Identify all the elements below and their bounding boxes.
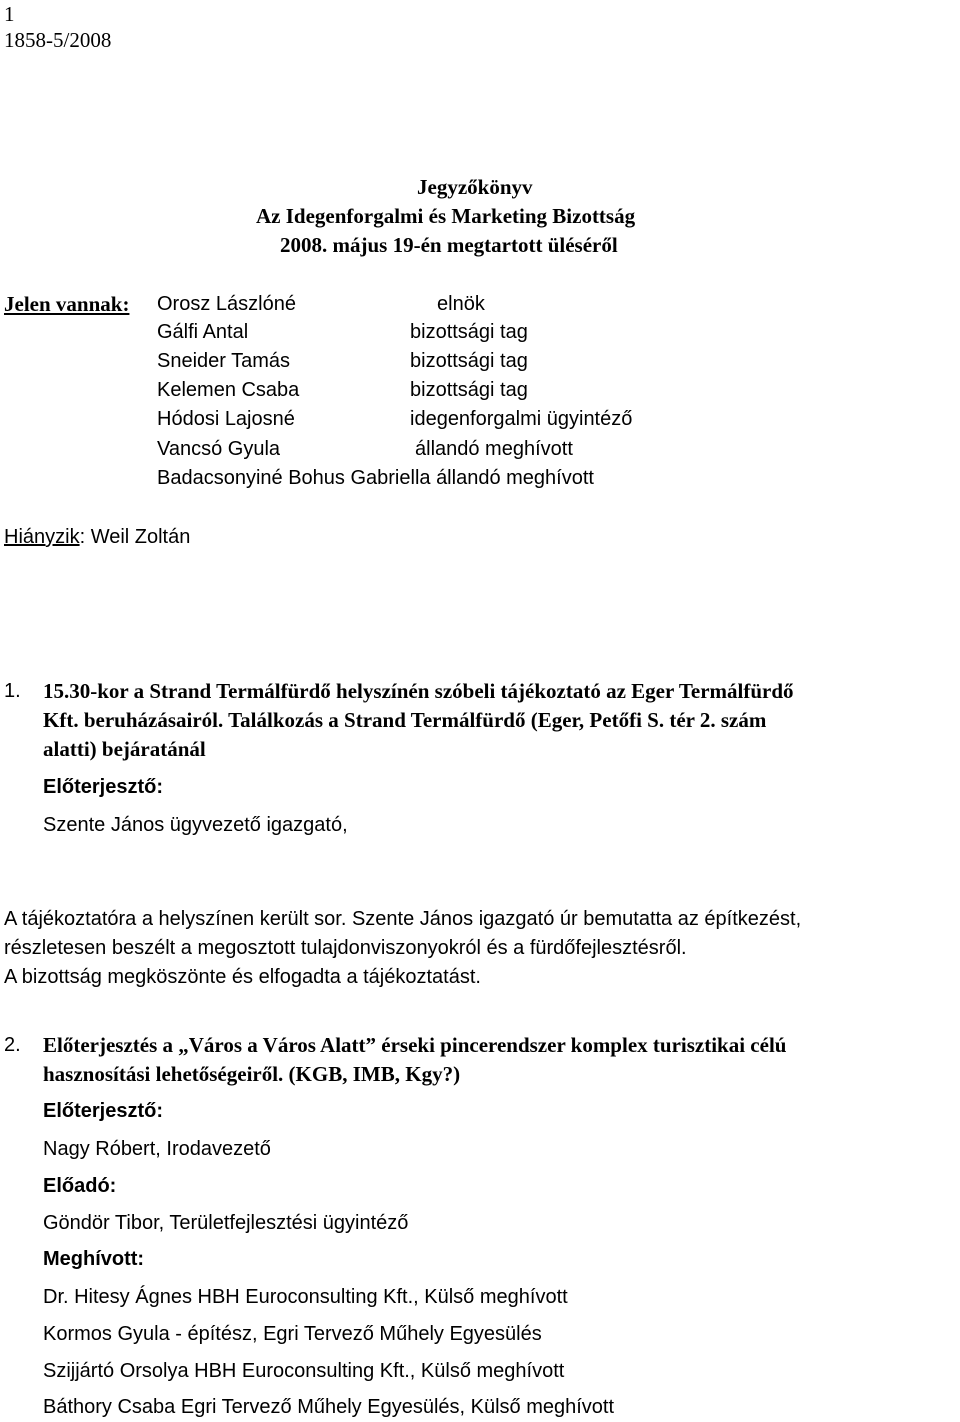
page-number: 1 <box>4 2 15 26</box>
presenter: Szente János ügyvezető igazgató, <box>43 814 348 836</box>
invited-guest: Dr. Hitesy Ágnes HBH Euroconsulting Kft., Külső meghívott <box>43 1286 568 1308</box>
invited-guest: Báthory Csaba Egri Tervező Műhely Egyesülés, Külső meghívott <box>43 1396 615 1418</box>
member-name: Vancsó Gyula <box>157 438 281 460</box>
body-text: részletesen beszélt a megosztott tulajdonviszonyokról és a fürdőfejlesztésről. <box>4 937 687 959</box>
absent-label: Hiányzik <box>4 526 80 548</box>
document-number: 1858-5/2008 <box>4 28 112 52</box>
invited-guest: Szijjártó Orsolya HBH Euroconsulting Kft., Külső meghívott <box>43 1360 565 1382</box>
item-heading: alatti) bejáratánál <box>43 737 206 761</box>
speaker-label: Előadó: <box>43 1175 117 1197</box>
member-name: Gálfi Antal <box>157 321 249 343</box>
member-role: állandó meghívott <box>415 438 573 460</box>
presenter: Nagy Róbert, Irodavezető <box>43 1138 271 1160</box>
committee-name: Az Idegenforgalmi és Marketing Bizottság <box>256 204 636 228</box>
member-role: bizottsági tag <box>410 379 528 401</box>
member-role: bizottsági tag <box>410 321 528 343</box>
member-role: elnök <box>437 293 485 315</box>
member-name: Kelemen Csaba <box>157 379 300 401</box>
invited-label: Meghívott: <box>43 1248 145 1270</box>
document-title: Jegyzőkönyv <box>417 175 533 199</box>
member-name: Sneider Tamás <box>157 350 291 372</box>
member-role: bizottsági tag <box>410 350 528 372</box>
item-heading: hasznosítási lehetőségeiről. (KGB, IMB, Kgy?) <box>43 1062 461 1086</box>
present-label: Jelen vannak: <box>4 292 130 316</box>
member-name: Hódosi Lajosné <box>157 408 295 430</box>
item-heading: Előterjesztés a „Város a Város Alatt” érseki pincerendszer komplex turisztikai célú <box>43 1033 787 1057</box>
member-entry: Badacsonyiné Bohus Gabriella állandó meghívott <box>157 467 594 489</box>
presenter-label: Előterjesztő: <box>43 776 164 798</box>
meeting-date: 2008. május 19-én megtartott üléséről <box>280 233 618 257</box>
member-name: Orosz Lászlóné <box>157 293 296 315</box>
speaker: Göndör Tibor, Területfejlesztési ügyintéző <box>43 1212 409 1234</box>
absent-line <box>4 523 190 552</box>
body-text: A bizottság megköszönte és elfogadta a tájékoztatást. <box>4 966 481 988</box>
body-text: A tájékoztatóra a helyszínen került sor. Szente János igazgató úr bemutatta az építkezést, <box>4 908 802 930</box>
member-role: idegenforgalmi ügyintéző <box>410 408 633 430</box>
item-number: 2. <box>4 1034 21 1056</box>
item-heading: 15.30-kor a Strand Termálfürdő helyszínén szóbeli tájékoztató az Eger Termálfürdő <box>43 679 794 703</box>
absent-names: : Weil Zoltán <box>79 526 191 548</box>
item-number: 1. <box>4 680 21 702</box>
item-heading: Kft. beruházásairól. Találkozás a Strand Termálfürdő (Eger, Petőfi S. tér 2. szám <box>43 708 767 732</box>
invited-guest: Kormos Gyula - építész, Egri Tervező Műhely Egyesülés <box>43 1323 542 1345</box>
presenter-label: Előterjesztő: <box>43 1100 164 1122</box>
